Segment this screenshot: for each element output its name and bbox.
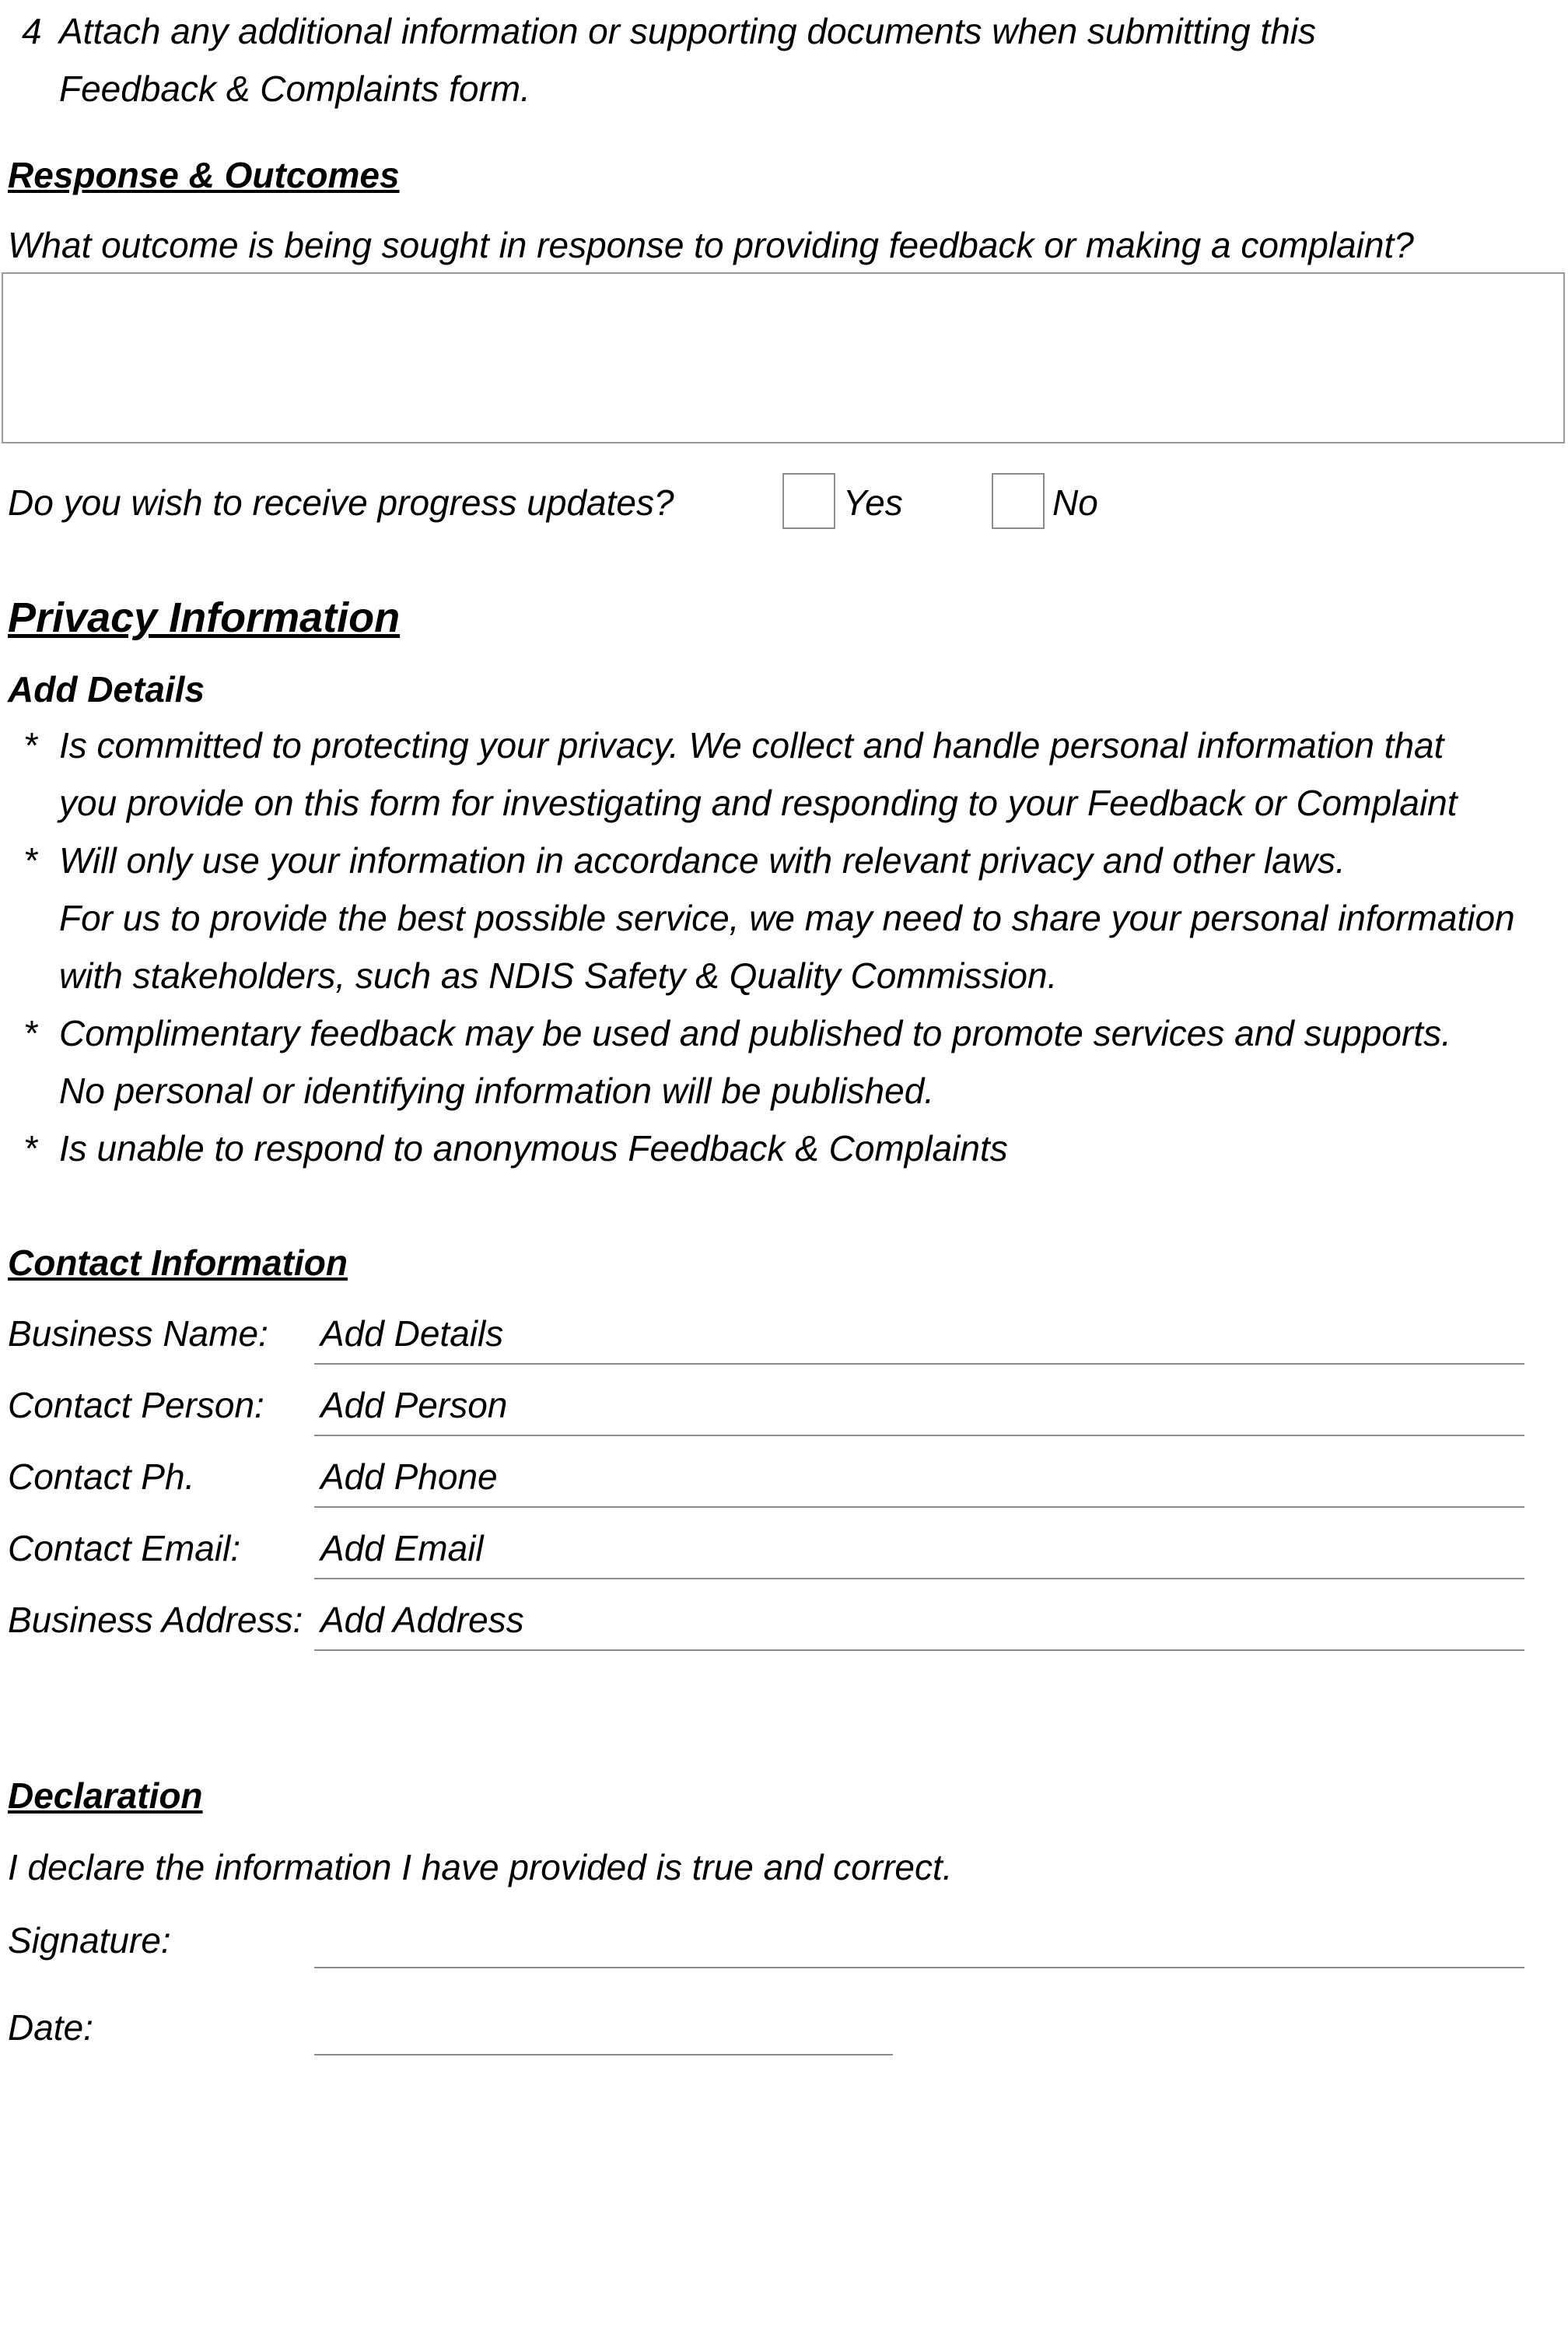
- declaration-statement: I declare the information I have provided is true and correct.: [8, 1847, 953, 1887]
- privacy-bullet-line: No personal or identifying information will be published.: [59, 1071, 935, 1111]
- date-label: Date:: [8, 2007, 93, 2048]
- attach-item-line2: Feedback & Complaints form.: [59, 68, 530, 109]
- no-checkbox[interactable]: [992, 473, 1045, 529]
- business-name-underline: [314, 1363, 1524, 1365]
- privacy-bullet-line: Is committed to protecting your privacy. We collect and handle personal information that: [59, 725, 1444, 766]
- contact-person-field[interactable]: Add Person: [320, 1385, 508, 1425]
- declaration-heading: Declaration: [8, 1775, 203, 1816]
- privacy-bullet-marker: *: [23, 725, 37, 766]
- business-address-underline: [314, 1649, 1524, 1651]
- contact-phone-underline: [314, 1506, 1524, 1508]
- no-label: No: [1052, 482, 1098, 523]
- privacy-bullet-line: For us to provide the best possible service, we may need to share your personal information: [59, 898, 1515, 938]
- contact-phone-label: Contact Ph.: [8, 1456, 195, 1497]
- date-field[interactable]: [314, 2001, 893, 2052]
- contact-person-underline: [314, 1435, 1524, 1436]
- privacy-bullet-line: Will only use your information in accordance with relevant privacy and other laws.: [59, 840, 1346, 881]
- contact-person-label: Contact Person:: [8, 1385, 264, 1425]
- yes-checkbox[interactable]: [782, 473, 835, 529]
- privacy-bullet-marker: *: [23, 1128, 37, 1169]
- outcome-textarea[interactable]: [2, 272, 1565, 443]
- contact-email-label: Contact Email:: [8, 1528, 241, 1568]
- contact-phone-field[interactable]: Add Phone: [320, 1456, 498, 1497]
- outcome-question: What outcome is being sought in response to providing feedback or making a complaint?: [8, 225, 1414, 265]
- business-name-field[interactable]: Add Details: [320, 1313, 504, 1354]
- signature-label: Signature:: [8, 1920, 171, 1961]
- privacy-bullet-line: Complimentary feedback may be used and published to promote services and supports.: [59, 1013, 1451, 1053]
- date-underline: [314, 2054, 893, 2055]
- privacy-bullet-line: with stakeholders, such as NDIS Safety & Quality Commission.: [59, 955, 1058, 996]
- signature-field[interactable]: [314, 1914, 1524, 1965]
- business-address-label: Business Address:: [8, 1600, 303, 1640]
- privacy-bullet-line: you provide on this form for investigating and responding to your Feedback or Complaint: [59, 783, 1458, 823]
- business-name-label: Business Name:: [8, 1313, 268, 1354]
- contact-email-underline: [314, 1578, 1524, 1579]
- attach-item-line1: Attach any additional information or supporting documents when submitting this: [59, 11, 1317, 51]
- contact-heading: Contact Information: [8, 1242, 348, 1283]
- privacy-bullet-marker: *: [23, 1013, 37, 1053]
- privacy-subheading: Add Details: [8, 669, 205, 710]
- privacy-bullet-marker: *: [23, 840, 37, 881]
- contact-email-field[interactable]: Add Email: [320, 1528, 484, 1568]
- privacy-bullet-line: Is unable to respond to anonymous Feedback & Complaints: [59, 1128, 1008, 1169]
- progress-updates-question: Do you wish to receive progress updates?: [8, 482, 674, 523]
- signature-underline: [314, 1967, 1524, 1968]
- yes-label: Yes: [843, 482, 903, 523]
- business-address-field[interactable]: Add Address: [320, 1600, 524, 1640]
- attach-item-number: 4: [22, 11, 42, 51]
- response-heading: Response & Outcomes: [8, 155, 400, 195]
- privacy-heading: Privacy Information: [8, 594, 401, 641]
